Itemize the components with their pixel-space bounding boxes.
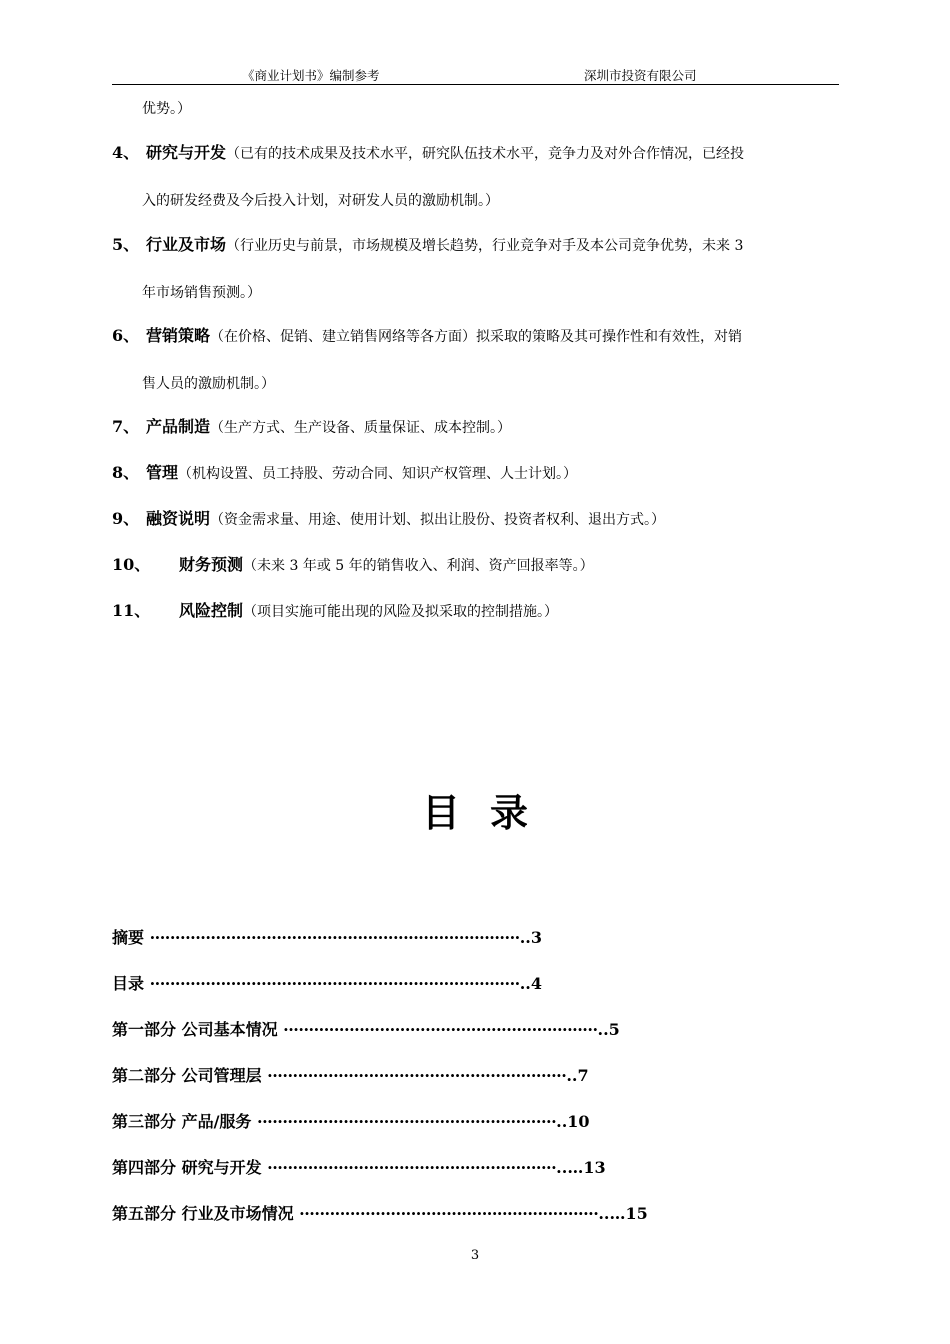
list-number: 8、 bbox=[112, 463, 140, 482]
item-desc-cont: 年市场销售预测。） bbox=[142, 285, 261, 301]
toc-entry-page: ..10 bbox=[556, 1112, 590, 1131]
header-doc-title: 《商业计划书》编制参考 bbox=[242, 68, 380, 83]
toc-leader-dots: ··························································· bbox=[257, 1112, 557, 1131]
toc-entry-label: 第三部分 产品/服务 bbox=[112, 1112, 257, 1131]
item-desc: （机构设置、员工持股、劳动合同、知识产权管理、人士计划。） bbox=[178, 466, 578, 482]
page-number: 3 bbox=[470, 1248, 480, 1263]
item-title: 行业及市场 bbox=[146, 235, 227, 254]
toc-entry-page: ..4 bbox=[519, 974, 542, 993]
toc-leader-dots: ········································································· bbox=[149, 974, 520, 993]
item-desc: （在价格、促销、建立销售网络等各方面）拟采取的策略及其可操作性和有效性，对销 bbox=[210, 329, 743, 345]
continuation-text: 优势。） bbox=[142, 101, 191, 117]
item-desc: （资金需求量、用途、使用计划、拟出让股份、投资者权利、退出方式。） bbox=[210, 512, 666, 528]
toc-entry-label: 第一部分 公司基本情况 bbox=[112, 1020, 284, 1039]
item-desc: （生产方式、生产设备、质量保证、成本控制。） bbox=[210, 420, 512, 436]
toc-entry-label: 第五部分 行业及市场情况 bbox=[112, 1204, 300, 1223]
list-number: 4、 bbox=[112, 143, 140, 162]
list-number: 6、 bbox=[112, 326, 140, 345]
item-title: 研究与开发 bbox=[146, 143, 227, 162]
item-title: 风险控制 bbox=[179, 601, 244, 620]
list-number: 5、 bbox=[112, 235, 140, 254]
item-title: 管理 bbox=[146, 463, 179, 482]
toc-entry-page: ..7 bbox=[566, 1066, 589, 1085]
toc-leader-dots: ··························································· bbox=[267, 1066, 567, 1085]
item-title: 营销策略 bbox=[146, 326, 211, 345]
item-desc-cont: 售人员的激励机制。） bbox=[142, 376, 275, 392]
list-number: 10、 bbox=[112, 555, 151, 574]
list-number: 11、 bbox=[112, 601, 151, 620]
item-title: 产品制造 bbox=[146, 417, 211, 436]
item-title: 融资说明 bbox=[146, 509, 211, 528]
toc-entry-label: 第四部分 研究与开发 bbox=[112, 1158, 268, 1177]
toc-entry[interactable] bbox=[112, 971, 542, 994]
item-desc: （未来 3 年或 5 年的销售收入、利润、资产回报率等。） bbox=[243, 558, 594, 574]
item-desc: （项目实施可能出现的风险及拟采取的控制措施。） bbox=[243, 604, 559, 620]
toc-heading: 目录 bbox=[421, 790, 558, 835]
toc-entry-label: 目录 bbox=[112, 974, 150, 993]
toc-entry[interactable] bbox=[112, 1201, 648, 1224]
header-company: 深圳市投资有限公司 bbox=[584, 68, 697, 83]
item-title: 财务预测 bbox=[179, 555, 244, 574]
toc-entry[interactable] bbox=[112, 1155, 606, 1178]
toc-leader-dots: ········································································· bbox=[149, 928, 520, 947]
toc-leader-dots: ··························································· bbox=[299, 1204, 599, 1223]
item-desc: （已有的技术成果及技术水平，研究队伍技术水平，竞争力及对外合作情况，已经投 bbox=[226, 146, 745, 162]
toc-leader-dots: ······························································ bbox=[283, 1020, 598, 1039]
toc-entry-label: 摘要 bbox=[112, 928, 150, 947]
list-number: 9、 bbox=[112, 509, 140, 528]
toc-entry-label: 第二部分 公司管理层 bbox=[112, 1066, 268, 1085]
toc-entry[interactable] bbox=[112, 1017, 620, 1040]
toc-entry-page: ..…15 bbox=[598, 1204, 648, 1223]
toc-entry[interactable] bbox=[112, 925, 542, 948]
toc-entry[interactable] bbox=[112, 1063, 589, 1086]
toc-entry-page: ..3 bbox=[519, 928, 542, 947]
toc-entry[interactable] bbox=[112, 1109, 590, 1132]
page-header bbox=[112, 66, 839, 85]
toc-entry-page: ..5 bbox=[597, 1020, 620, 1039]
item-desc: （行业历史与前景，市场规模及增长趋势，行业竞争对手及本公司竞争优势，未来 3 bbox=[226, 238, 744, 254]
list-number: 7、 bbox=[112, 417, 140, 436]
item-desc-cont: 入的研发经费及今后投入计划，对研发人员的激励机制。） bbox=[142, 193, 499, 209]
toc-leader-dots: ························································· bbox=[267, 1158, 557, 1177]
toc-entry-page: ..…13 bbox=[556, 1158, 606, 1177]
